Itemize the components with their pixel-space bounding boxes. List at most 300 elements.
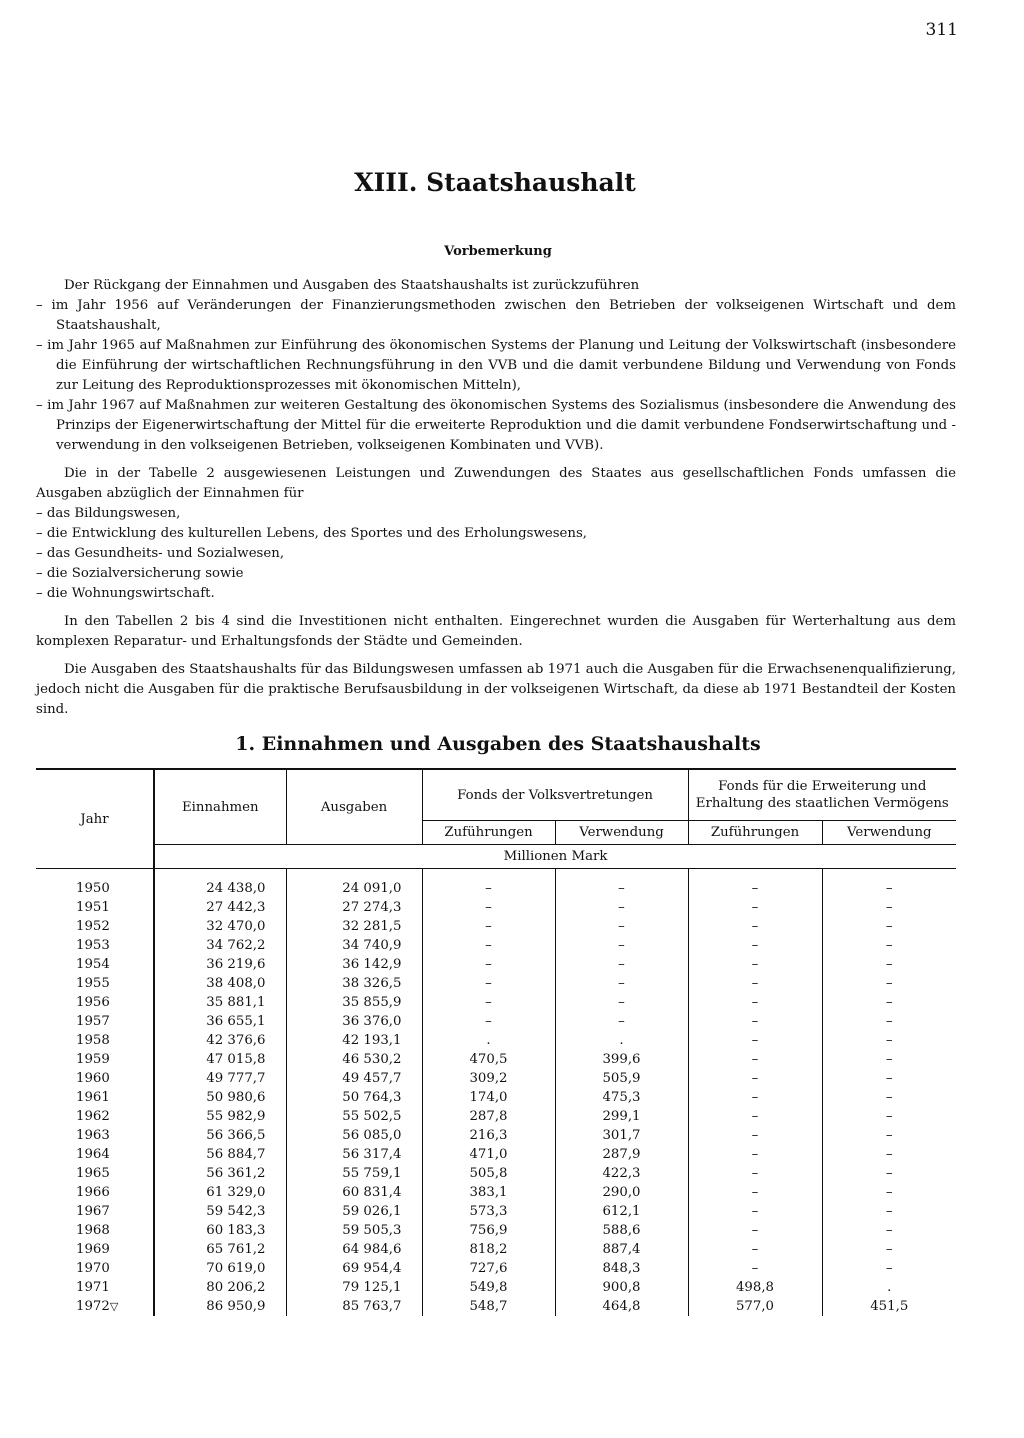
value-cell xyxy=(286,1259,422,1278)
table-row xyxy=(36,917,956,936)
header-jahr: Jahr xyxy=(36,769,154,869)
value-cell xyxy=(286,974,422,993)
value-cell xyxy=(286,1069,422,1088)
table-row xyxy=(36,974,956,993)
cell-value: – xyxy=(885,1128,893,1143)
value-cell xyxy=(154,1164,286,1183)
value-cell xyxy=(154,993,286,1012)
value-cell xyxy=(555,1012,688,1031)
table-row xyxy=(36,1050,956,1069)
cell-value: 475,3 xyxy=(602,1090,641,1105)
cell-value: – xyxy=(885,938,893,953)
cell-value: – xyxy=(885,919,893,934)
value-cell xyxy=(154,1240,286,1259)
year-value: 1953 xyxy=(76,938,110,953)
value-cell xyxy=(822,974,956,993)
cell-value: – xyxy=(485,938,492,953)
value-cell xyxy=(154,898,286,917)
table-row xyxy=(36,1107,956,1126)
value-cell xyxy=(286,936,422,955)
year-cell xyxy=(36,1164,154,1183)
cell-value: 85 763,7 xyxy=(342,1299,402,1314)
cell-value: – xyxy=(885,957,893,972)
cell-value: 49 457,7 xyxy=(342,1071,402,1086)
value-cell xyxy=(555,1202,688,1221)
year-cell xyxy=(36,1031,154,1050)
year-value: 1971 xyxy=(76,1280,110,1295)
cell-value: 56 366,5 xyxy=(206,1128,266,1143)
cell-value: 49 777,7 xyxy=(206,1071,266,1086)
year-value: 1957 xyxy=(76,1014,110,1029)
value-cell xyxy=(555,917,688,936)
value-cell xyxy=(422,1202,555,1221)
value-cell xyxy=(286,1240,422,1259)
year-cell xyxy=(36,1202,154,1221)
table-row xyxy=(36,1126,956,1145)
value-cell xyxy=(286,1107,422,1126)
cell-value: 64 984,6 xyxy=(342,1242,402,1257)
cell-value: – xyxy=(751,1147,759,1162)
cell-value: – xyxy=(751,1090,759,1105)
header-fonds-volksvertretungen: Fonds der Volksvertretungen xyxy=(422,769,688,821)
cell-value: – xyxy=(751,1261,759,1276)
value-cell xyxy=(822,936,956,955)
cell-value: – xyxy=(485,995,492,1010)
value-cell xyxy=(555,1126,688,1145)
value-cell xyxy=(154,1050,286,1069)
year-value: 1954 xyxy=(76,957,110,972)
cell-value: – xyxy=(751,1166,759,1181)
value-cell xyxy=(822,1202,956,1221)
value-cell xyxy=(822,993,956,1012)
table-row xyxy=(36,993,956,1012)
cell-value: 471,0 xyxy=(469,1147,508,1162)
cell-value: – xyxy=(751,1185,759,1200)
value-cell xyxy=(822,1088,956,1107)
cell-value: 42 376,6 xyxy=(206,1033,266,1048)
year-value: 1964 xyxy=(76,1147,110,1162)
cell-value: 451,5 xyxy=(870,1299,909,1314)
value-cell xyxy=(422,1164,555,1183)
year-value: 1969 xyxy=(76,1242,110,1257)
value-cell xyxy=(688,1069,822,1088)
cell-value: – xyxy=(618,900,625,915)
cell-value: – xyxy=(885,995,893,1010)
year-cell xyxy=(36,993,154,1012)
preface-paragraph-4: Die Ausgaben des Staatshaushalts für das Bildungswesen umfassen ab 1971 auch die Ausgaben für die Erwachsenenqualifizierung, jedoch nicht die Ausgaben für die praktische Berufsausbildung in der volkseigenen Wirtschaft, da diese ab 1971 Bestandteil der Kosten sind. xyxy=(36,662,956,717)
value-cell xyxy=(822,1297,956,1316)
cell-value: – xyxy=(485,919,492,934)
value-cell xyxy=(822,1221,956,1240)
value-cell xyxy=(688,1031,822,1050)
table-row xyxy=(36,1069,956,1088)
cell-value: – xyxy=(618,919,625,934)
value-cell xyxy=(286,1050,422,1069)
cell-value: 756,9 xyxy=(469,1223,508,1238)
cell-value: – xyxy=(618,881,625,896)
cell-value: – xyxy=(618,976,625,991)
cell-value: – xyxy=(885,1052,893,1067)
preface-text xyxy=(36,276,956,720)
value-cell xyxy=(822,1050,956,1069)
budget-table xyxy=(36,768,956,1316)
cell-value: 174,0 xyxy=(469,1090,508,1105)
table-row xyxy=(36,1145,956,1164)
header-fonds-erweiterung-line2: Erhaltung des staatlichen Vermögens xyxy=(695,796,949,811)
cell-value: – xyxy=(885,1223,893,1238)
value-cell xyxy=(422,1069,555,1088)
cell-value: 56 361,2 xyxy=(206,1166,266,1181)
value-cell xyxy=(822,1183,956,1202)
value-cell xyxy=(688,1050,822,1069)
cell-value: – xyxy=(751,1033,759,1048)
cell-value: 548,7 xyxy=(469,1299,508,1314)
cell-value: 505,8 xyxy=(469,1166,508,1181)
year-cell xyxy=(36,1221,154,1240)
table-row xyxy=(36,1183,956,1202)
value-cell xyxy=(154,1126,286,1145)
cell-value: 573,3 xyxy=(469,1204,508,1219)
cell-value: 588,6 xyxy=(602,1223,641,1238)
cell-value: – xyxy=(885,1147,893,1162)
cell-value: 301,7 xyxy=(602,1128,641,1143)
cell-value: 309,2 xyxy=(469,1071,508,1086)
value-cell xyxy=(688,917,822,936)
year-cell xyxy=(36,1145,154,1164)
year-cell xyxy=(36,1107,154,1126)
header-verwendung: Verwendung xyxy=(822,821,956,845)
year-cell xyxy=(36,917,154,936)
cell-value: – xyxy=(885,900,893,915)
year-value: 1951 xyxy=(76,900,110,915)
year-cell xyxy=(36,1050,154,1069)
value-cell xyxy=(555,974,688,993)
value-cell xyxy=(688,936,822,955)
year-cell xyxy=(36,1278,154,1297)
header-verwendung: Verwendung xyxy=(555,821,688,845)
value-cell xyxy=(154,1107,286,1126)
value-cell xyxy=(422,1240,555,1259)
value-cell xyxy=(822,917,956,936)
value-cell xyxy=(822,1069,956,1088)
year-cell xyxy=(36,1259,154,1278)
value-cell xyxy=(422,869,555,899)
value-cell xyxy=(422,974,555,993)
year-value: 1958 xyxy=(76,1033,110,1048)
cell-value: – xyxy=(751,995,759,1010)
value-cell xyxy=(422,1107,555,1126)
cell-value: 32 281,5 xyxy=(342,919,402,934)
value-cell xyxy=(555,1240,688,1259)
cell-value: 70 619,0 xyxy=(206,1261,266,1276)
year-value: 1963 xyxy=(76,1128,110,1143)
cell-value: 60 831,4 xyxy=(342,1185,402,1200)
cell-value: 900,8 xyxy=(602,1280,641,1295)
value-cell xyxy=(688,1221,822,1240)
table-row xyxy=(36,869,956,899)
value-cell xyxy=(822,1145,956,1164)
cell-value: – xyxy=(618,957,625,972)
value-cell xyxy=(286,1145,422,1164)
year-value: 1972 xyxy=(76,1299,110,1314)
preface-list-item: – die Entwicklung des kulturellen Lebens, des Sportes und des Erholungswesens, xyxy=(36,526,588,541)
value-cell xyxy=(154,1088,286,1107)
value-cell xyxy=(555,1107,688,1126)
value-cell xyxy=(286,1031,422,1050)
value-cell xyxy=(286,1012,422,1031)
cell-value: – xyxy=(751,976,759,991)
value-cell xyxy=(422,1278,555,1297)
header-zufuehrungen: Zuführungen xyxy=(422,821,555,845)
year-cell xyxy=(36,974,154,993)
value-cell xyxy=(688,1183,822,1202)
year-value: 1955 xyxy=(76,976,110,991)
cell-value: 59 542,3 xyxy=(206,1204,266,1219)
year-value: 1950 xyxy=(76,881,110,896)
cell-value: 498,8 xyxy=(735,1280,775,1295)
value-cell xyxy=(688,1202,822,1221)
year-value: 1966 xyxy=(76,1185,110,1200)
cell-value: 69 954,4 xyxy=(342,1261,402,1276)
table-row xyxy=(36,1221,956,1240)
unit-label: Millionen Mark xyxy=(154,845,956,869)
cell-value: 27 274,3 xyxy=(342,900,402,915)
value-cell xyxy=(688,955,822,974)
value-cell xyxy=(822,869,956,899)
cell-value: – xyxy=(751,1014,759,1029)
cell-value: 36 376,0 xyxy=(342,1014,402,1029)
cell-value: 549,8 xyxy=(469,1280,508,1295)
cell-value: – xyxy=(751,1223,759,1238)
value-cell xyxy=(822,1012,956,1031)
year-cell xyxy=(36,1012,154,1031)
cell-value: – xyxy=(485,1014,492,1029)
value-cell xyxy=(422,1259,555,1278)
year-value: 1962 xyxy=(76,1109,110,1124)
year-cell xyxy=(36,898,154,917)
value-cell xyxy=(286,1297,422,1316)
cell-value: – xyxy=(751,957,759,972)
value-cell xyxy=(688,1126,822,1145)
table-row xyxy=(36,1012,956,1031)
value-cell xyxy=(154,1278,286,1297)
value-cell xyxy=(422,955,555,974)
cell-value: 216,3 xyxy=(469,1128,508,1143)
value-cell xyxy=(154,955,286,974)
table-row xyxy=(36,898,956,917)
cell-value: 38 326,5 xyxy=(342,976,402,991)
value-cell xyxy=(555,869,688,899)
year-cell xyxy=(36,936,154,955)
cell-value: 35 881,1 xyxy=(206,995,266,1010)
value-cell xyxy=(555,1297,688,1316)
value-cell xyxy=(555,1069,688,1088)
value-cell xyxy=(286,898,422,917)
cell-value: 35 855,9 xyxy=(342,995,402,1010)
value-cell xyxy=(286,993,422,1012)
cell-value: . xyxy=(486,1033,491,1048)
preface-list-item: – das Gesundheits- und Sozialwesen, xyxy=(36,546,285,561)
value-cell xyxy=(822,1278,956,1297)
year-value: 1961 xyxy=(76,1090,110,1105)
cell-value: 59 026,1 xyxy=(342,1204,402,1219)
cell-value: 80 206,2 xyxy=(206,1280,266,1295)
cell-value: – xyxy=(751,881,759,896)
value-cell xyxy=(154,936,286,955)
value-cell xyxy=(822,898,956,917)
cell-value: 612,1 xyxy=(602,1204,641,1219)
cell-value: 299,1 xyxy=(602,1109,641,1124)
value-cell xyxy=(154,1183,286,1202)
value-cell xyxy=(822,1240,956,1259)
value-cell xyxy=(688,1297,822,1316)
value-cell xyxy=(422,1012,555,1031)
cell-value: – xyxy=(885,1090,893,1105)
value-cell xyxy=(555,993,688,1012)
year-cell xyxy=(36,955,154,974)
preface-reason-1967: – im Jahr 1967 auf Maßnahmen zur weiteren Gestaltung des ökonomischen Systems des Sozialismus (insbesondere die Anwendung des Prinzips der Eigenerwirtschaftung der Mittel für die erweiterte Reproduktion und die damit verbundene Fondserwirtschaftung und -verwendung in den volkseigenen Betrieben, volkseigenen Kombinaten und VVB). xyxy=(36,398,956,453)
value-cell xyxy=(154,1069,286,1088)
value-cell xyxy=(286,1126,422,1145)
cell-value: 36 219,6 xyxy=(206,957,266,972)
cell-value: 55 502,5 xyxy=(342,1109,402,1124)
header-einnahmen: Einnahmen xyxy=(154,769,286,845)
cell-value: 56 884,7 xyxy=(206,1147,266,1162)
cell-value: 79 125,1 xyxy=(342,1280,402,1295)
cell-value: 56 317,4 xyxy=(342,1147,402,1162)
cell-value: 577,0 xyxy=(735,1299,775,1314)
year-cell xyxy=(36,1240,154,1259)
value-cell xyxy=(422,898,555,917)
cell-value: – xyxy=(751,1109,759,1124)
value-cell xyxy=(286,1164,422,1183)
value-cell xyxy=(555,955,688,974)
table-row xyxy=(36,1259,956,1278)
value-cell xyxy=(286,869,422,899)
header-ausgaben: Ausgaben xyxy=(286,769,422,845)
cell-value: 464,8 xyxy=(602,1299,641,1314)
year-cell xyxy=(36,1088,154,1107)
cell-value: 65 761,2 xyxy=(206,1242,266,1257)
cell-value: – xyxy=(618,938,625,953)
value-cell xyxy=(422,917,555,936)
table-row xyxy=(36,1164,956,1183)
value-cell xyxy=(688,993,822,1012)
cell-value: 36 142,9 xyxy=(342,957,402,972)
value-cell xyxy=(688,1259,822,1278)
year-cell xyxy=(36,1183,154,1202)
value-cell xyxy=(822,1164,956,1183)
cell-value: – xyxy=(751,1204,759,1219)
table-row xyxy=(36,1297,956,1316)
cell-value: – xyxy=(885,1185,893,1200)
value-cell xyxy=(154,1202,286,1221)
cell-value: – xyxy=(885,1014,893,1029)
value-cell xyxy=(822,1107,956,1126)
cell-value: – xyxy=(885,1261,893,1276)
cell-value: 47 015,8 xyxy=(206,1052,266,1067)
cell-value: 287,9 xyxy=(602,1147,641,1162)
value-cell xyxy=(286,917,422,936)
year-value: 1959 xyxy=(76,1052,110,1067)
page-number: 311 xyxy=(925,20,958,40)
year-value: 1956 xyxy=(76,995,110,1010)
chapter-title: XIII. Staatshaushalt xyxy=(354,168,636,197)
year-value: 1960 xyxy=(76,1071,110,1086)
cell-value: 34 740,9 xyxy=(342,938,402,953)
cell-value: 848,3 xyxy=(602,1261,641,1276)
value-cell xyxy=(422,1126,555,1145)
cell-value: . xyxy=(887,1280,892,1295)
year-cell xyxy=(36,1069,154,1088)
value-cell xyxy=(688,1012,822,1031)
cell-value: . xyxy=(619,1033,624,1048)
cell-value: 46 530,2 xyxy=(342,1052,402,1067)
cell-value: – xyxy=(885,1033,893,1048)
year-value: 1952 xyxy=(76,919,110,934)
cell-value: 32 470,0 xyxy=(206,919,266,934)
cell-value: 27 442,3 xyxy=(206,900,266,915)
cell-value: 86 950,9 xyxy=(206,1299,266,1314)
cell-value: 34 762,2 xyxy=(206,938,266,953)
value-cell xyxy=(286,1202,422,1221)
value-cell xyxy=(555,1145,688,1164)
value-cell xyxy=(555,1221,688,1240)
cell-value: – xyxy=(885,1109,893,1124)
value-cell xyxy=(422,1145,555,1164)
value-cell xyxy=(154,1012,286,1031)
value-cell xyxy=(688,1278,822,1297)
year-value: 1970 xyxy=(76,1261,110,1276)
value-cell xyxy=(688,1240,822,1259)
value-cell xyxy=(154,1297,286,1316)
value-cell xyxy=(422,936,555,955)
cell-value: – xyxy=(885,881,893,896)
table-row xyxy=(36,1240,956,1259)
cell-value: 505,9 xyxy=(602,1071,641,1086)
cell-value: 727,6 xyxy=(469,1261,508,1276)
cell-value: 38 408,0 xyxy=(206,976,266,991)
cell-value: 287,8 xyxy=(469,1109,508,1124)
value-cell xyxy=(422,1183,555,1202)
value-cell xyxy=(555,936,688,955)
header-fonds-erweiterung-line1: Fonds für die Erweiterung und xyxy=(718,779,927,794)
value-cell xyxy=(154,1259,286,1278)
value-cell xyxy=(822,1031,956,1050)
value-cell xyxy=(688,898,822,917)
cell-value: – xyxy=(885,1242,893,1257)
value-cell xyxy=(286,1221,422,1240)
value-cell xyxy=(555,1088,688,1107)
cell-value: 399,6 xyxy=(602,1052,641,1067)
cell-value: – xyxy=(618,995,625,1010)
year-value: 1965 xyxy=(76,1166,110,1181)
value-cell xyxy=(154,1031,286,1050)
table-row xyxy=(36,1278,956,1297)
value-cell xyxy=(688,869,822,899)
value-cell xyxy=(822,1126,956,1145)
table-title: 1. Einnahmen und Ausgaben des Staatshaushalts xyxy=(235,733,761,755)
value-cell xyxy=(154,869,286,899)
cell-value: – xyxy=(885,976,893,991)
value-cell xyxy=(688,1107,822,1126)
value-cell xyxy=(555,1164,688,1183)
cell-value: 55 982,9 xyxy=(206,1109,266,1124)
cell-value: 24 438,0 xyxy=(206,881,266,896)
value-cell xyxy=(822,955,956,974)
cell-value: 42 193,1 xyxy=(342,1033,402,1048)
value-cell xyxy=(286,1088,422,1107)
